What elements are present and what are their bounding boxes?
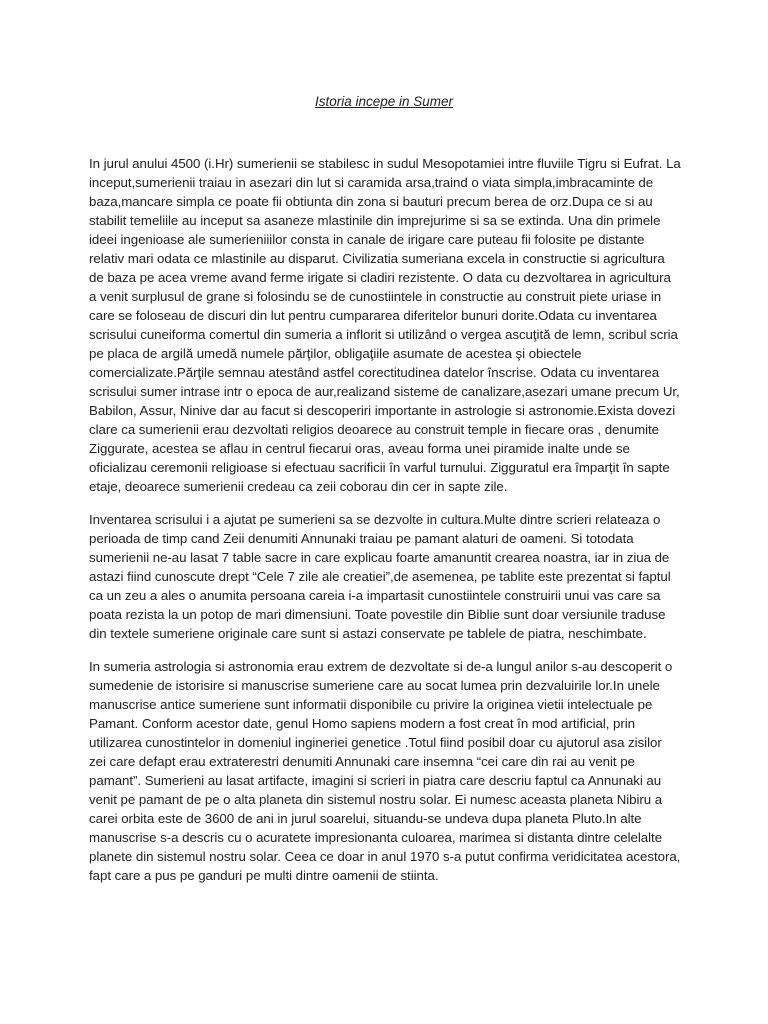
- paragraph-3: In sumeria astrologia si astronomia erau extrem de dezvoltate si de-a lungul anilor s-au descoperit o sumedenie de istorisire si manuscrise sumeriene care au socat lumea prin dezvaluirile lor.In unele manuscrise antice sumeriene sunt informatii disponibile cu privire la originea vietii intelectuale pe Pamant. Conform acestor date, genul Homo sapiens modern a fost creat în mod artificial, prin utilizarea cunostintelor in domeniul ingineriei genetice .Totul fiind posibil doar cu ajutorul asa zisilor zei care defapt erau extraterestri denumiti Annunaki care insemna “cei care din rai au venit pe pamant”. Sumerieni au lasat artifacte, imagini si scrieri in piatra care descriu faptul ca Annunaki au venit pe pamant de pe o alta planeta din sistemul nostru solar. Ei numesc aceasta planeta Nibiru a carei orbita este de 3600 de ani in jurul soarelui, situandu-se undeva dupa planeta Pluto.In alte manuscrise s-a descris cu o acuratete impresionanta culoarea, marimea si distanta dintre celelalte planete din sistemul nostru solar. Ceea ce doar in anul 1970 s-a putut confirma veridicitatea acestora, fapt care a pus pe ganduri pe multi dintre oamenii de stiinta.: [89, 659, 681, 883]
- document-title: Istoria incepe in Sumer: [314, 94, 454, 109]
- paragraph-1: In jurul anului 4500 (i.Hr) sumerienii se stabilesc in sudul Mesopotamiei intre fluviile Tigru si Eufrat. La inceput,sumerienii traiau in asezari din lut si caramida arsa,traind o viata simpla,imbracaminte de baza,mancare simpla ce poate fii obtiunta din zona si bauturi precum berea de orz.Dupa ce si au stabilit temeliile au inceput sa asaneze mlastinile din imprejurime si sa se extinda. Una din primele ideei ingenioase ale sumerieniiilor consta in canale de irigare care puteau fii folosite pe distante relativ mari odata ce mlastinile au disparut. Civilizatia sumeriana excela in constructie si agricultura de baza pe acea vreme avand ferme irigate si cladiri rezistente. O data cu dezvoltarea in agricultura a venit surplusul de grane si folosindu se de cunostiintele in constructie au construit piete uriase in care se foloseau de discuri din lut pentru cumpararea diferitelor bunuri dorite.Odata cu inventarea scrisului cuneiforma comertul din sumeria a inflorit si utilizând o vergea ascuţită de lemn, scribul scria pe placa de argilă umedă numele părţilor, obligaţiile asumate de acestea şi obiectele comercializate.Părţile semnau atestând astfel corectitudinea datelor înscrise. Odata cu inventarea scrisului sumer intrase intr o epoca de aur,realizand sisteme de canalizare,asezari umane precum Ur, Babilon, Assur, Ninive dar au facut si descoperiri importante in astrologie si astronomie.Exista dovezi clare ca sumerienii erau dezvoltati religios deoarece au construit temple in fiecare oras , denumite Ziggurate, acestea se aflau in centrul fiecarui oras, aveau forma unei piramide inalte unde se oficializau ceremonii religioase si efectuau sacrificii în varful turnului. Zigguratul era împarțit în sapte etaje, deoarece sumerienii credeau ca zeii coborau din cer in sapte zile.: [89, 156, 681, 494]
- paragraph-2: Inventarea scrisului i a ajutat pe sumerieni sa se dezvolte in cultura.Multe dintre scrieri relateaza o perioada de timp cand Zeii denumiti Annunaki traiau pe pamant alaturi de oameni. Si totodata sumerienii ne-au lasat 7 table sacre in care explicau foarte amanuntit crearea noastra, iar in ziua de astazi fiind cunoscute drept “Cele 7 zile ale creatiei”,de asemenea, pe tablite este prezentat si faptul ca un zeu a ales o anumita persoana careia i-a impartasit cunostiintele construirii unui vas care sa poata rezista la un potop de mari dimensiuni. Toate povestile din Biblie sunt doar versiunile traduse din textele sumeriene originale care sunt si astazi conservate pe tablele de piatra, neschimbate.: [89, 512, 671, 641]
- document-body: [89, 154, 681, 899]
